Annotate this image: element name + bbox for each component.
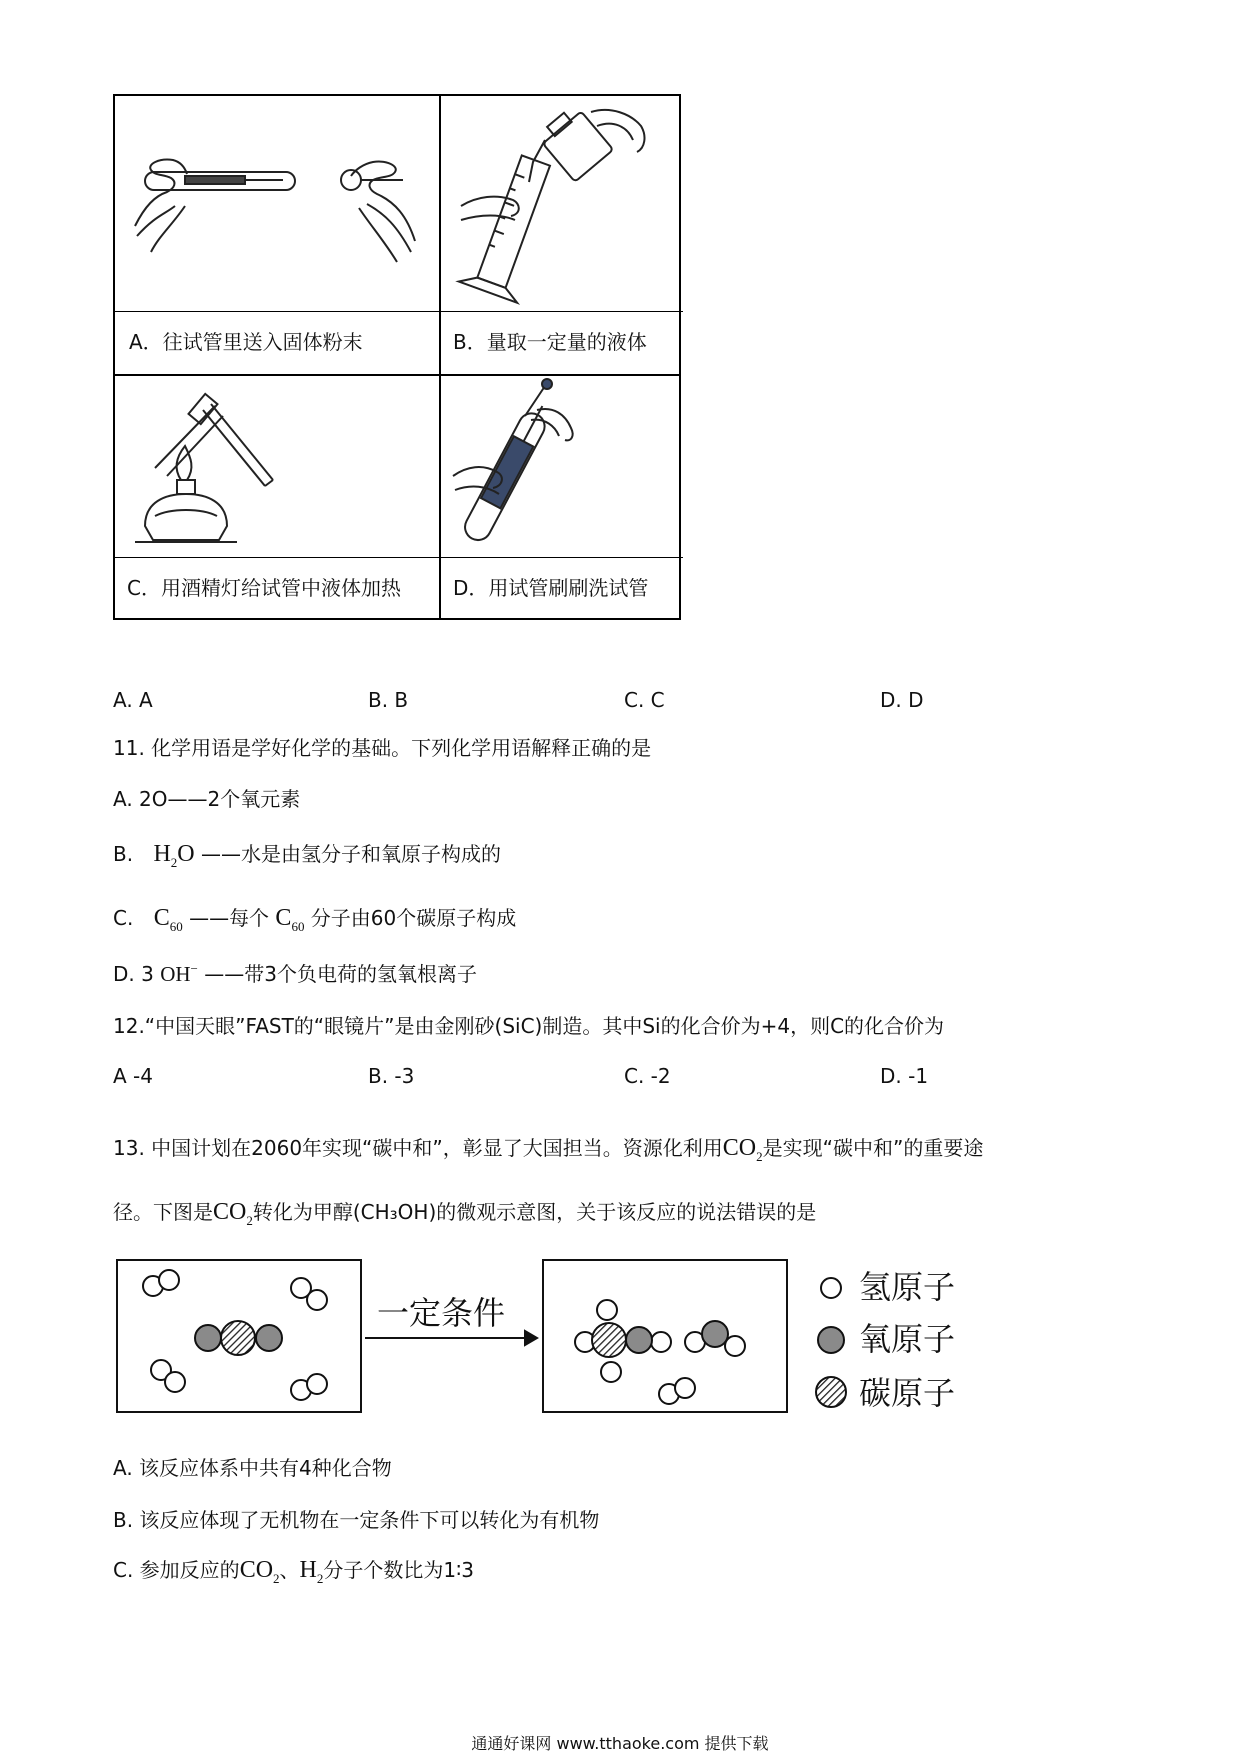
q11-d-formula xyxy=(160,962,198,986)
q13-stem-1a: 13. 中国计划在2060年实现“碳中和”，彰显了大国担当。资源化利用 xyxy=(113,1136,723,1160)
q11-option-c[interactable] xyxy=(113,906,516,933)
co2-formula-3 xyxy=(239,1557,280,1586)
q11-d-text: ——带3个负电荷的氢氧根离子 xyxy=(204,962,477,986)
q13-stem-1b: 是实现“碳中和”的重要途 xyxy=(762,1136,984,1160)
co2-main-2: CO xyxy=(213,1199,247,1225)
q10-option-b[interactable]: B. B xyxy=(368,688,409,712)
q10-option-a[interactable]: A. A xyxy=(113,688,153,712)
formula-sub-60-2: 60 xyxy=(291,918,305,934)
q11-c-text-1: ——每个 xyxy=(189,906,270,930)
h2-main: H xyxy=(299,1557,317,1583)
test-tube-brush-illustration xyxy=(441,376,683,558)
arrow-label: 一定条件 xyxy=(377,1294,506,1332)
apparatus-table xyxy=(113,94,681,620)
cell-a-caption xyxy=(115,312,439,374)
q12-stem: 12.“中国天眼”FAST的“眼镜片”是由金刚砂(SiC)制造。其中Si的化合价为+4，则C的化合价为 xyxy=(113,1014,945,1038)
co2-sub: 2 xyxy=(756,1148,763,1164)
q13-option-a[interactable]: A. 该反应体系中共有4种化合物 xyxy=(113,1456,392,1480)
q10-option-d[interactable]: D. D xyxy=(880,688,924,712)
q12-option-c[interactable]: C. -2 xyxy=(624,1064,671,1088)
q11-option-d[interactable] xyxy=(113,962,477,985)
q11-c-text-2: 分子由60个碳原子构成 xyxy=(310,906,517,930)
formula-h: H xyxy=(153,841,171,867)
caption-c: C．用酒精灯给试管中液体加热 xyxy=(127,576,401,600)
q13-stem-line-1 xyxy=(113,1136,983,1163)
q13-c-tail: 分子个数比为1∶3 xyxy=(323,1558,475,1582)
q11-b-text: ——水是由氢分子和氧原子构成的 xyxy=(200,842,501,866)
co2-formula-2 xyxy=(213,1199,253,1228)
caption-b: B．量取一定量的液体 xyxy=(453,330,647,354)
q13-stem-2a: 径。下图是 xyxy=(113,1200,213,1224)
cell-b-caption xyxy=(441,312,683,374)
q13-c-mid: 、 xyxy=(279,1558,300,1582)
cell-c-image xyxy=(115,376,439,558)
cell-a-image xyxy=(115,96,439,312)
legend-oxygen: 氧原子 xyxy=(859,1320,956,1358)
q12-option-a[interactable]: A -4 xyxy=(113,1064,153,1088)
q13-stem-line-2 xyxy=(113,1200,816,1227)
q11-option-b[interactable] xyxy=(113,842,501,869)
h2-formula xyxy=(299,1557,324,1586)
cell-b-image xyxy=(441,96,683,312)
formula-c-2: C xyxy=(275,905,292,931)
co2-sub-2: 2 xyxy=(246,1212,253,1228)
q11-stem: 11. 化学用语是学好化学的基础。下列化学用语解释正确的是 xyxy=(113,736,652,760)
cell-c-caption xyxy=(115,558,439,622)
q13-option-b[interactable]: B. 该反应体现了无机物在一定条件下可以转化为有机物 xyxy=(113,1508,600,1532)
cell-d-image xyxy=(441,376,683,558)
q13-option-c[interactable] xyxy=(113,1558,474,1585)
h2-sub: 2 xyxy=(316,1570,324,1586)
q11-c-prefix: C. xyxy=(113,906,134,930)
q12-option-d[interactable]: D. -1 xyxy=(880,1064,929,1088)
q11-b-formula xyxy=(153,841,195,870)
q11-b-prefix: B. xyxy=(113,842,134,866)
co2-to-methanol-diagram xyxy=(113,1258,1013,1418)
q13-c-prefix: C. 参加反应的 xyxy=(113,1558,240,1582)
formula-sub-60: 60 xyxy=(169,918,183,934)
reaction-diagram xyxy=(113,1258,1013,1422)
measuring-cylinder-illustration xyxy=(441,96,683,312)
page-footer: 通通好课网 www.tthaoke.com 提供下载 xyxy=(471,1734,769,1753)
q11-d-prefix: D. 3 xyxy=(113,962,154,986)
formula-sub-2: 2 xyxy=(170,854,178,870)
q11-c-formula xyxy=(153,905,183,934)
q11-c-formula-2 xyxy=(275,905,305,934)
legend-carbon: 碳原子 xyxy=(859,1374,956,1412)
legend-hydrogen: 氢原子 xyxy=(859,1268,956,1306)
co2-main: CO xyxy=(722,1135,757,1161)
q11-option-a[interactable]: A. 2O——2个氧元素 xyxy=(113,787,301,811)
formula-o: O xyxy=(177,841,195,867)
caption-a: A．往试管里送入固体粉末 xyxy=(129,330,363,354)
caption-d: D．用试管刷刷洗试管 xyxy=(453,576,649,600)
q13-stem-2b: 转化为甲醇(CH₃OH)的微观示意图，关于该反应的说法错误的是 xyxy=(252,1200,817,1224)
co2-main-3: CO xyxy=(239,1557,274,1583)
formula-oh: OH xyxy=(160,962,191,986)
formula-c: C xyxy=(153,905,170,931)
cell-d-caption xyxy=(441,558,683,622)
q10-option-c[interactable]: C. C xyxy=(624,688,665,712)
co2-sub-3: 2 xyxy=(273,1570,280,1586)
co2-formula xyxy=(722,1135,763,1164)
powder-insertion-illustration xyxy=(115,96,439,312)
alcohol-lamp-illustration xyxy=(115,376,439,558)
formula-charge: − xyxy=(190,961,198,976)
q12-option-b[interactable]: B. -3 xyxy=(368,1064,415,1088)
